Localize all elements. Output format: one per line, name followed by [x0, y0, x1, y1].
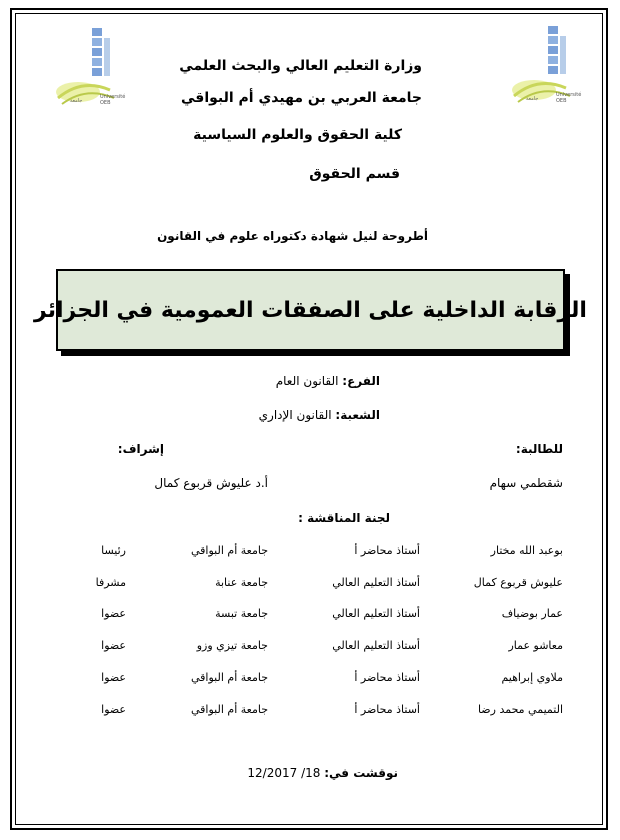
member-university: جامعة أم البواقي — [191, 671, 268, 684]
member-rank: أستاذ محاضر أ — [354, 544, 420, 557]
committee-row — [0, 607, 620, 627]
specialty-value: القانون الإداري — [258, 408, 332, 422]
university-logo-left — [52, 24, 136, 116]
member-name: ملاوي إبراهيم — [501, 671, 563, 684]
faculty-name: كلية الحقوق والعلوم السياسية — [193, 127, 402, 143]
member-name: بوعبد الله مختار — [490, 544, 563, 557]
member-university: جامعة أم البواقي — [191, 703, 268, 716]
member-role: عضوا — [101, 671, 126, 684]
branch-value: القانون العام — [275, 374, 339, 388]
committee-row — [0, 671, 620, 691]
logo-caption-left: Université OEB — [100, 94, 126, 106]
svg-text:جامعة: جامعة — [526, 96, 539, 102]
member-role: عضوا — [101, 639, 126, 652]
student-label: للطالبة: — [515, 442, 563, 456]
defense-date — [247, 766, 398, 780]
member-rank: أستاذ محاضر أ — [354, 671, 420, 684]
member-role: عضوا — [101, 703, 126, 716]
specialty-label: الشعبة: — [335, 408, 380, 422]
thesis-subtitle: أطروحة لنيل شهادة دكتوراه علوم في القانون — [157, 229, 428, 243]
member-name: التميمي محمد رضا — [477, 703, 563, 716]
member-name: عمار بوضياف — [501, 607, 563, 620]
member-rank: أستاذ التعليم العالي — [332, 639, 420, 652]
member-rank: أستاذ محاضر أ — [354, 703, 420, 716]
defense-date-value: 18/ 12/2017 — [247, 766, 321, 780]
committee-title: لجنة المناقشة : — [298, 511, 390, 525]
committee-row — [0, 703, 620, 723]
member-university: جامعة عنابة — [215, 576, 268, 589]
member-rank: أستاذ التعليم العالي — [332, 576, 420, 589]
thesis-title: الرقابة الداخلية على الصفقات العمومية في الجزائر — [34, 297, 587, 323]
member-name: معاشو عمار — [508, 639, 563, 652]
ministry-name: وزارة التعليم العالي والبحث العلمي — [179, 58, 422, 74]
committee-row — [0, 576, 620, 596]
member-role: عضوا — [101, 607, 126, 620]
svg-text:جامعة: جامعة — [70, 98, 83, 104]
member-university: جامعة تبسة — [215, 607, 268, 620]
logo-caption-right: Université OEB — [556, 92, 582, 104]
member-role: مشرفا — [95, 576, 126, 589]
member-university: جامعة تيزي وزو — [196, 639, 268, 652]
student-name: شقطمي سهام — [489, 476, 563, 490]
committee-row — [0, 639, 620, 659]
supervisor-label: إشراف: — [117, 442, 164, 456]
thesis-title-box — [34, 269, 587, 351]
defense-date-label: نوقشت في: — [324, 766, 398, 780]
member-rank: أستاذ التعليم العالي — [332, 607, 420, 620]
university-name: جامعة العربي بن مهيدي أم البواقي — [180, 90, 422, 106]
supervisor-name: أ.د عليوش قربوع كمال — [154, 476, 268, 490]
committee-row — [0, 544, 620, 564]
specialty-line — [259, 408, 380, 422]
member-name: عليوش قربوع كمال — [473, 576, 563, 589]
branch-line — [276, 374, 380, 388]
branch-label: الفرع: — [342, 374, 380, 388]
department-name: قسم الحقوق — [309, 166, 400, 182]
member-role: رئيسا — [101, 544, 126, 557]
member-university: جامعة أم البواقي — [191, 544, 268, 557]
university-logo-right — [508, 22, 592, 114]
